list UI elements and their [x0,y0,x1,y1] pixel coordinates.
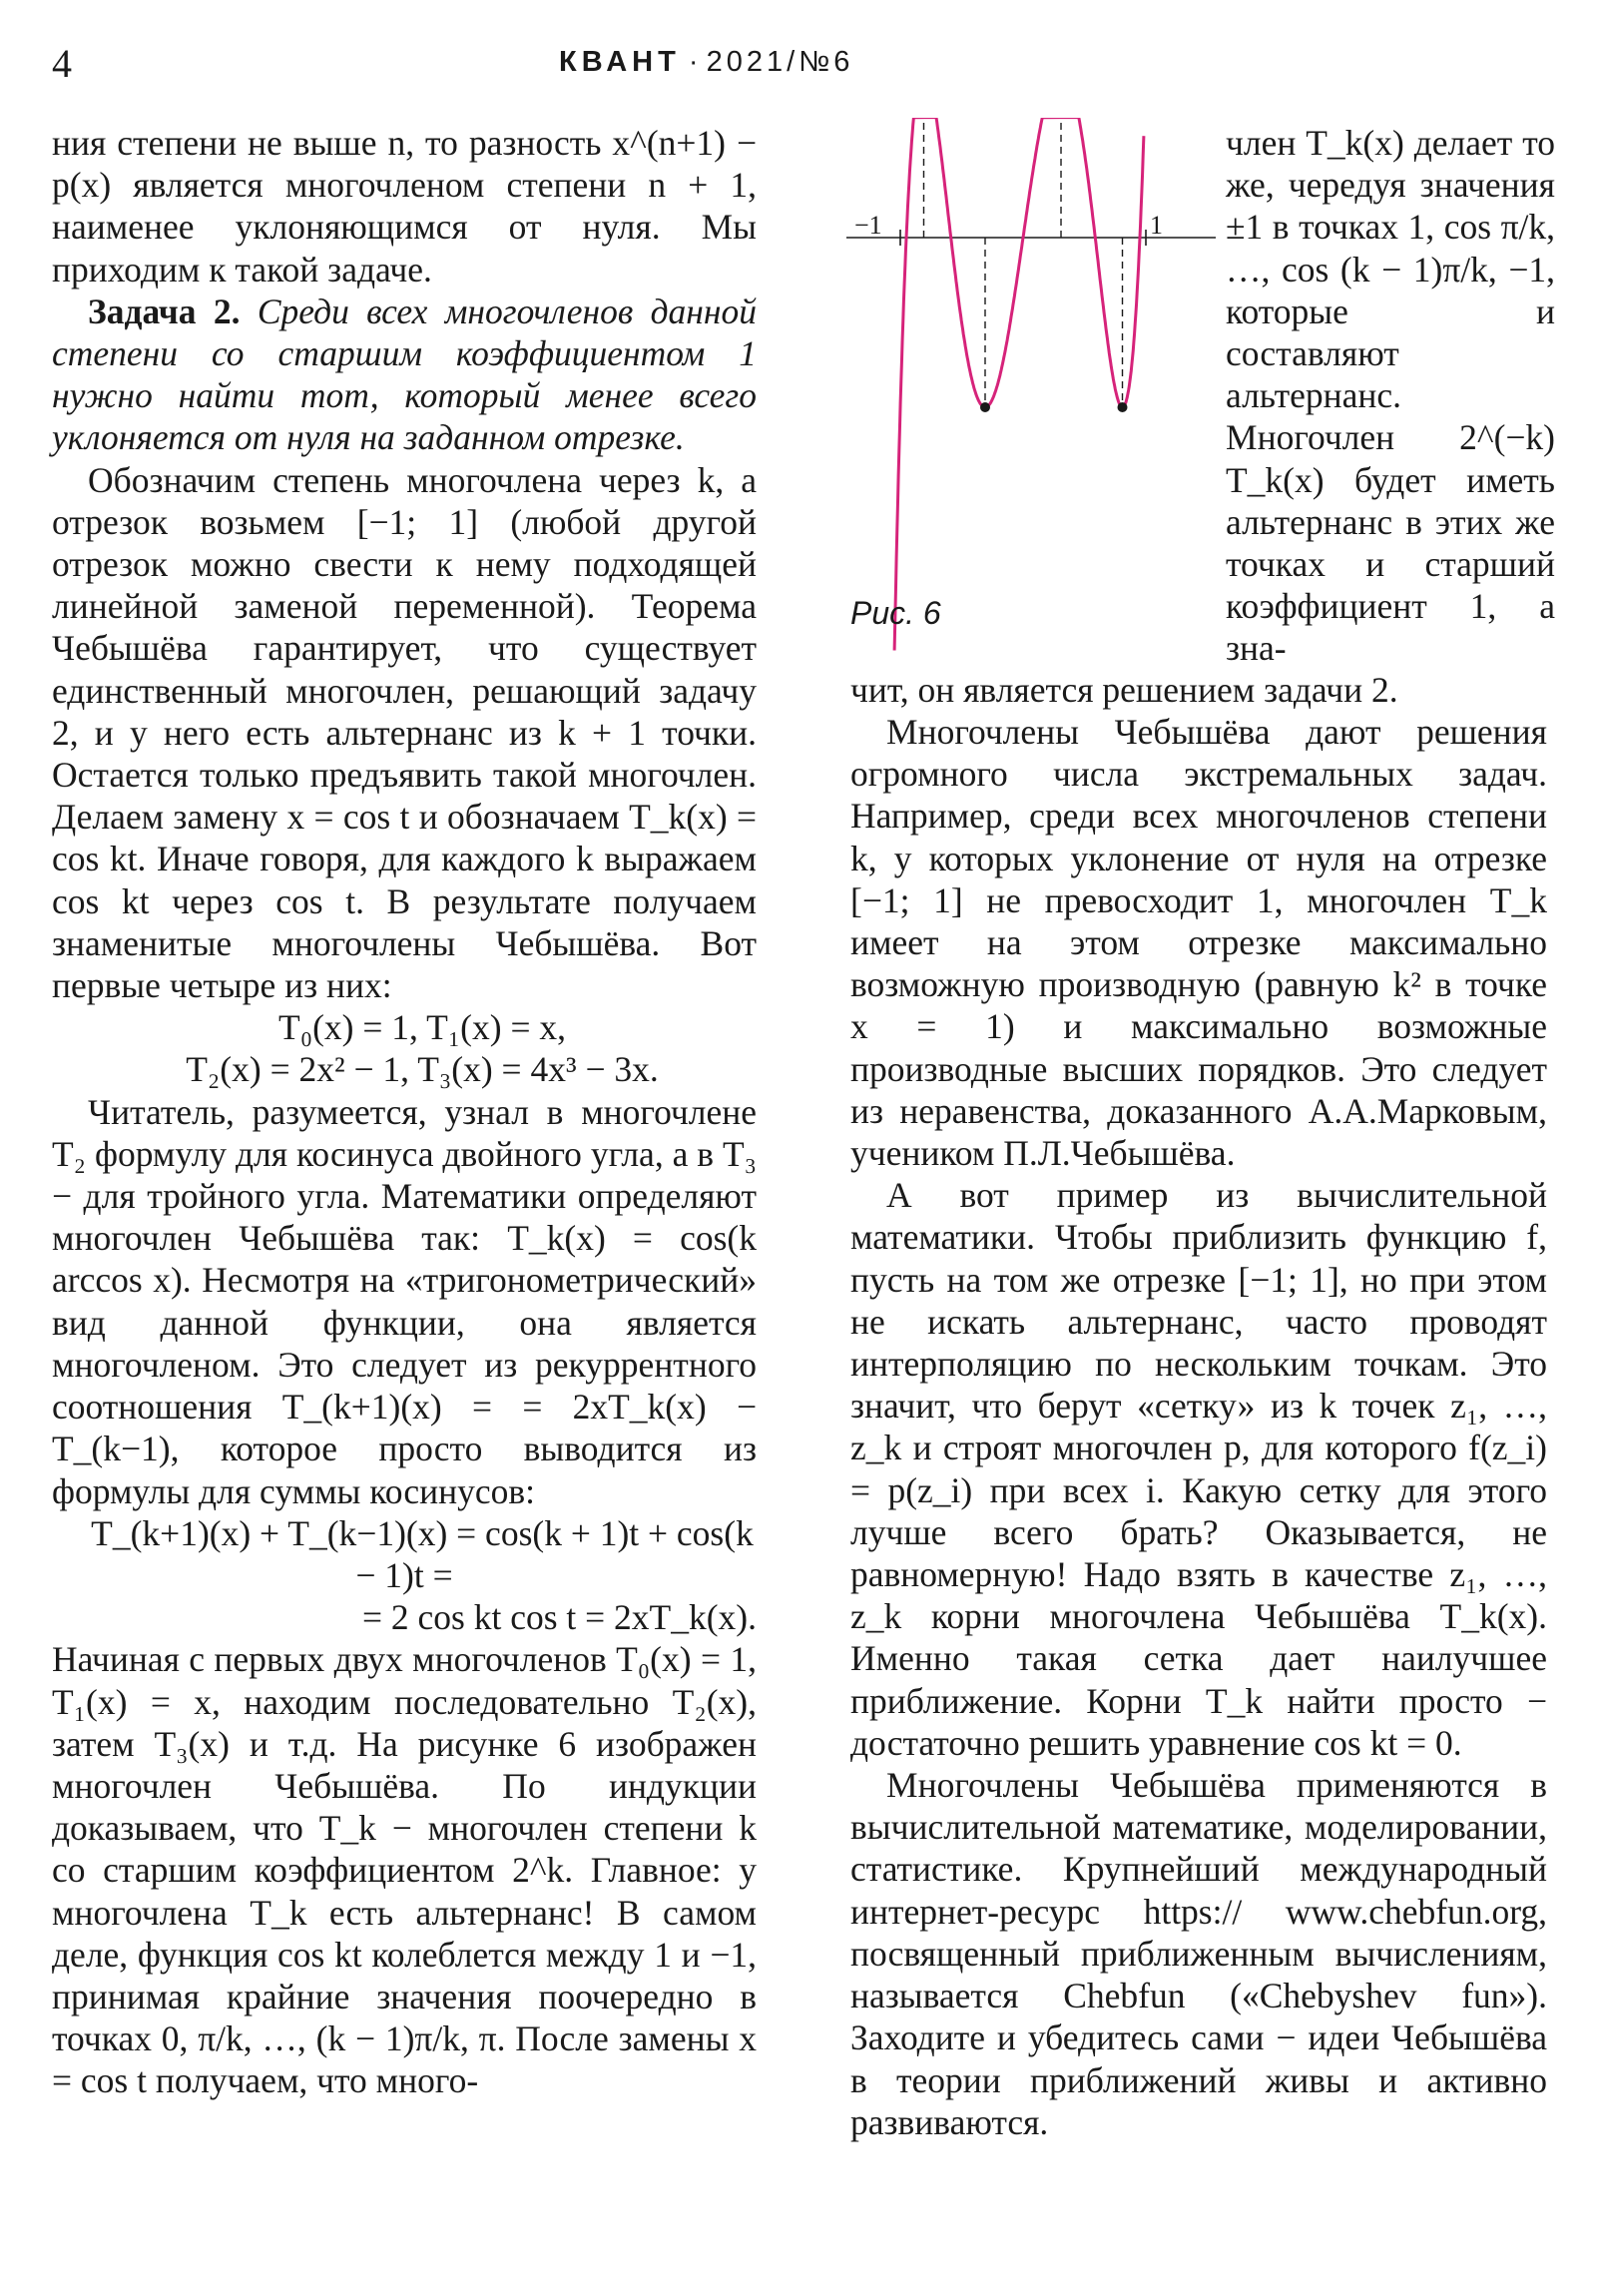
tick-label-right: 1 [1150,211,1163,240]
paragraph: член T_k(x) делает то же, чередуя значения ±1 в точках 1, cos π/k, …, cos (k − 1)π/k, −1, которые и составляют альтернанс. Многочлен 2^(−k) T_k(x) будет иметь альтернанс в этих же точках и старший коэффициент 1, а зна- [1226,123,1555,669]
right-column [850,711,1547,2143]
formula: T₀(x) = 1, T₁(x) = x, [278,1007,566,1048]
task-text: Среди всех многочленов данной степени со старшим коэффициентом 1 нужно найти тот, который менее всего уклоняется от нуля на заданном отрезке. [52,290,758,458]
formula: T₂(x) = 2x² − 1, T₃(x) = 4x³ − 3x. [186,1049,659,1090]
tick-label-left: −1 [854,211,882,240]
paragraph: чит, он является решением задачи 2. [850,670,1398,710]
extremum-point [1118,402,1128,412]
chebyshev-figure [846,118,1216,657]
task-paragraph [52,290,757,459]
left-column [52,122,757,2102]
chebyshev-curve [894,118,1144,651]
extremum-point [980,402,990,412]
issue-number: 2021/№6 [706,46,854,78]
paragraph: ния степени не выше n, то разность x^(n+1) − p(x) является многочленом степени n + 1, наименее уклоняющимся от нуля. Мы приходим к такой задаче. [52,123,757,289]
paragraph: Читатель, разумеется, узнал в многочлене T₂ формулу для косинуса двойного угла, а в T₃ − для тройного угла. Математики определяют многочлен Чебышёва так: T_k(x) = cos(k arccos x). Несмотря на «тригонометрический» вид данной функции, она является многочленом. Это следует из рекуррентного соотношения T_(k+1)(x) = = 2xT_k(x) − T_(k−1), которое просто выводится из формулы для суммы косинусов: [52,1091,757,1511]
figure-caption: Рис. 6 [850,595,941,631]
running-head [559,46,853,79]
paragraph: Начиная с первых двух многочленов T₀(x) = 1, T₁(x) = x, находим последовательно T₂(x), затем T₃(x) и т.д. На рисунке 6 изображен многочлен Чебышёва. По индукции доказываем, что T_k − многочлен степени k со старшим коэффициентом 2^k. Главное: у многочлена T_k есть альтернанс! В самом деле, функция cos kt колеблется между 1 и −1, принимая крайние значения поочередно в точках 0, π/k, …, (k − 1)π/k, π. После замены x = cos t получаем, что много- [52,1639,757,2101]
right-wrap-text [1226,122,1555,670]
header-separator: · [688,46,699,78]
journal-title: КВАНТ [559,46,681,78]
right-wrap-tail [850,669,1547,711]
paragraph: Многочлены Чебышёва применяются в вычислительной математике, моделировании, статистике. Крупнейший международный интернет-ресурс https:// www.chebfun.org, посвященный приближенным вычислениям, называется Chebfun («Chebyshev fun»). Заходите и убедитесь сами − идеи Чебышёва в теории приближений живы и активно развиваются. [850,1765,1547,2142]
paragraph: А вот пример из вычислительной математики. Чтобы приблизить функцию f, пусть на том же отрезке [−1; 1], но при этом не искать альтернанс, часто проводят интерполяцию по нескольким точкам. Это значит, что берут «сетку» из k точек z₁, …, z_k и строят многочлен p, для которого f(z_i) = p(z_i) при всех i. Какую сетку для этого лучше всего брать? Оказывается, не равномерную! Надо взять в качестве z₁, …, z_k корни многочлена Чебышёва T_k(x). Именно такая сетка дает наилучшее приближение. Корни T_k найти просто − достаточно решить уравнение cos kt = 0. [850,1175,1547,1763]
page-number: 4 [52,41,72,86]
task-label: Задача 2. [88,290,241,331]
paragraph: Многочлены Чебышёва дают решения огромного числа экстремальных задач. Например, среди всех многочленов степени k, у которых уклонение от нуля на отрезке [−1; 1] не превосходит 1, многочлен T_k имеет на этом отрезке максимально возможную производную (равную k² в точке x = 1) и максимально возможные производные высших порядков. Это следует из неравенства, доказанного А.А.Марковым, учеником П.Л.Чебышёва. [850,712,1547,1174]
extrema-points [918,118,1127,412]
paragraph: Обозначим степень многочлена через k, а отрезок возьмем [−1; 1] (любой другой отрезок можно свести к нему подходящей линейной заменой переменной). Теорема Чебышёва гарантирует, что существует единственный многочлен, решающий задачу 2, и у него есть альтернанс из k + 1 точки. Остается только предъявить такой многочлен. Делаем замену x = cos t и обозначаем T_k(x) = cos kt. Иначе говоря, для каждого k выражаем cos kt через cos t. В результате получаем знаменитые многочлены Чебышёва. Вот первые четыре из них: [52,459,757,1006]
formula: = 2 cos kt cos t = 2xT_k(x). [362,1597,757,1638]
formula: T_(k+1)(x) + T_(k−1)(x) = cos(k + 1)t + cos(k − 1)t = [91,1512,754,1595]
